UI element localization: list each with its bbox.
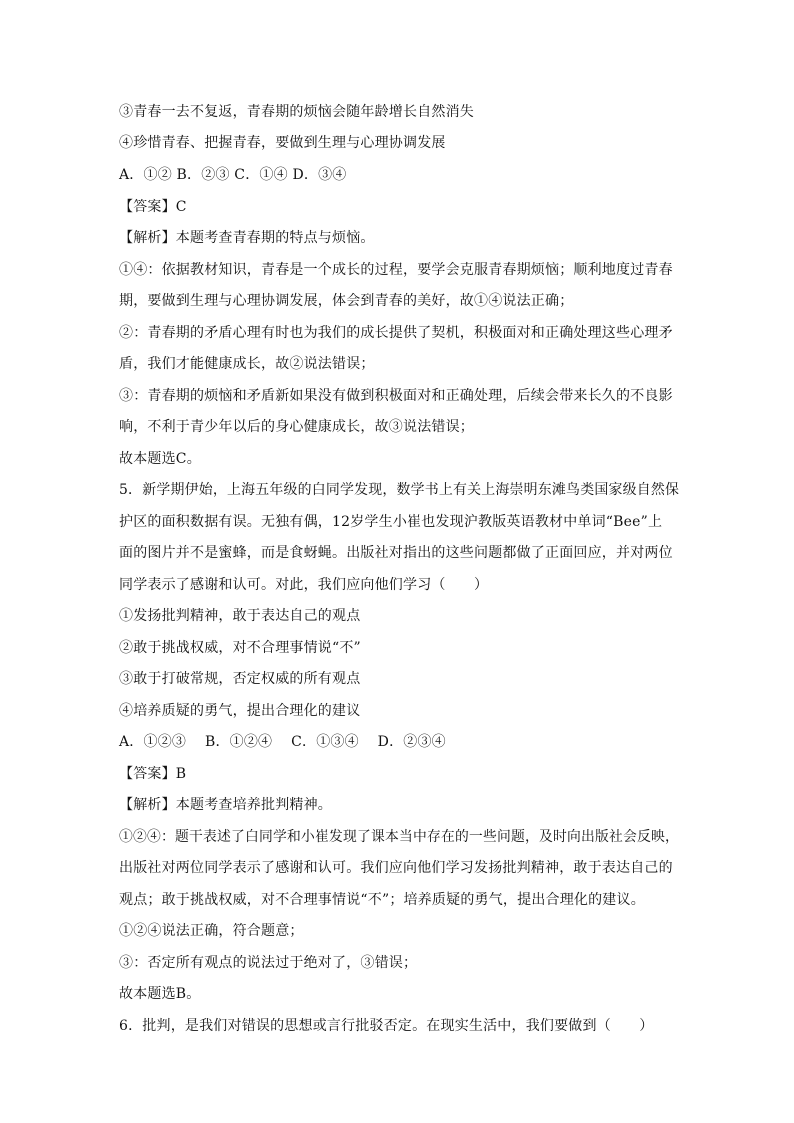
question-text: 护区的面积数据有误。无独有偶，12岁学生小崔也发现沪教版英语教材中单词“Bee”上 — [119, 514, 663, 530]
analysis-text: ①②④说法正确，符合题意； — [119, 923, 304, 939]
option-line: ③敢于打破常规，否定权威的所有观点 — [119, 671, 361, 687]
analysis-text: ③：否定所有观点的说法过于绝对了，③错误； — [119, 955, 418, 971]
option-line: ④珍惜青春、把握青春，要做到生理与心理协调发展 — [119, 135, 446, 151]
answer-line: 【答案】B — [119, 766, 187, 782]
choices-line: A．①② B．②③ C．①④ D．③④ — [119, 167, 347, 183]
question-text: 面的图片并不是蜜蜂，而是食蚜蝇。出版社对指出的这些问题都做了正面回应，并对两位 — [119, 545, 673, 561]
option-line: ①发扬批判精神，敢于表达自己的观点 — [119, 608, 361, 624]
conclusion-line: 故本题选B。 — [119, 986, 201, 1002]
analysis-text: 盾，我们才能健康成长，故②说法错误； — [119, 356, 375, 372]
question-text: 6．批判，是我们对错误的思想或言行批驳否定。在现实生活中，我们要做到（ ） — [119, 1018, 654, 1034]
option-line: ③青春一去不复返，青春期的烦恼会随年龄增长自然消失 — [119, 104, 474, 120]
option-line: ②敢于挑战权威，对不合理事情说“不” — [119, 640, 361, 656]
analysis-text: 出版社对两位同学表示了感谢和认可。我们应向他们学习发扬批判精神，敢于表达自己的 — [119, 860, 673, 876]
analysis-text: 观点；敢于挑战权威，对不合理事情说“不”；培养质疑的勇气，提出合理化的建议。 — [119, 892, 645, 908]
analysis-text: ①④：依据教材知识，青春是一个成长的过程，要学会克服青春期烦恼；顺利地度过青春 — [119, 262, 673, 278]
analysis-heading: 【解析】本题考查青春期的特点与烦恼。 — [119, 230, 375, 246]
analysis-text: ①②④：题干表述了白同学和小崔发现了课本当中存在的一些问题，及时向出版社会反映， — [119, 829, 680, 845]
analysis-text: ②：青春期的矛盾心理有时也为我们的成长提供了契机，积极面对和正确处理这些心理矛 — [119, 325, 673, 341]
option-line: ④培养质疑的勇气，提出合理化的建议 — [119, 703, 361, 719]
answer-line: 【答案】C — [119, 199, 187, 215]
question-text: 同学表示了感谢和认可。对此，我们应向他们学习（ ） — [119, 577, 489, 593]
choices-line: A．①②③ B．①②④ C．①③④ D．②③④ — [119, 734, 446, 750]
conclusion-line: 故本题选C。 — [119, 451, 201, 467]
analysis-text: ③：青春期的烦恼和矛盾新如果没有做到积极面对和正确处理，后续会带来长久的不良影 — [119, 388, 673, 404]
analysis-heading: 【解析】本题考查培养批判精神。 — [119, 797, 332, 813]
analysis-text: 响，不利于青少年以后的身心健康成长，故③说法错误； — [119, 419, 474, 435]
question-text: 5．新学期伊始，上海五年级的白同学发现，数学书上有关上海崇明东滩鸟类国家级自然保 — [119, 482, 680, 498]
analysis-text: 期，要做到生理与心理协调发展，体会到青春的美好，故①④说法正确； — [119, 293, 574, 309]
